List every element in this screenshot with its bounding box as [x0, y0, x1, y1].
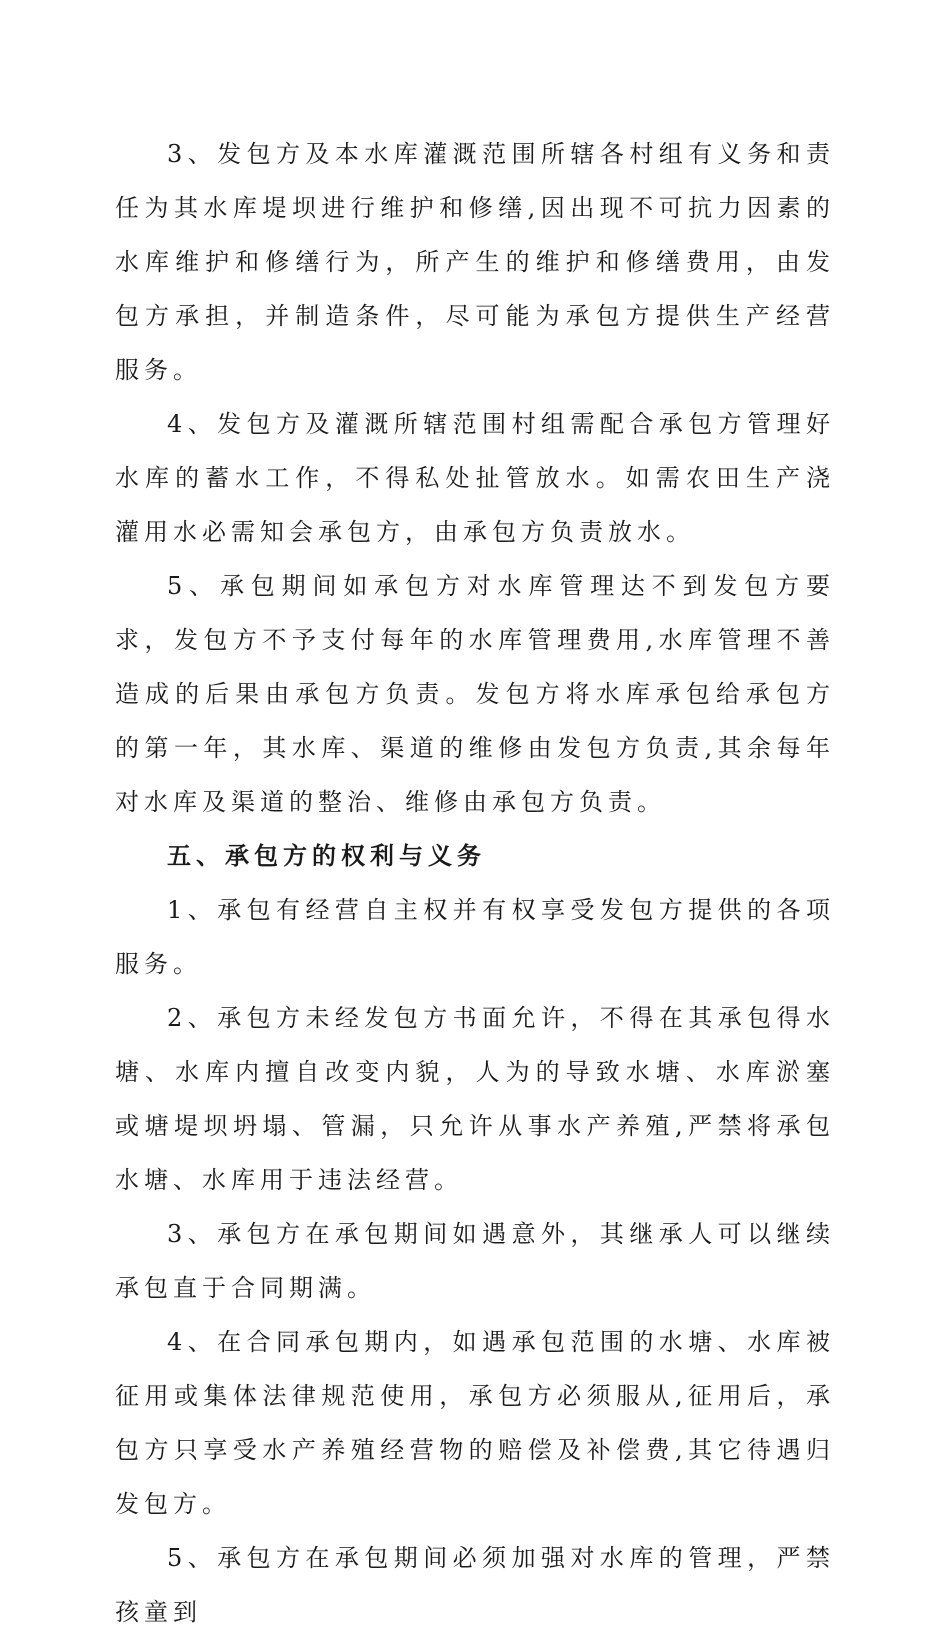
document-body — [115, 127, 835, 1639]
paragraph-clause-5: 5、承包期间如承包方对水库管理达不到发包方要求，发包方不予支付每年的水库管理费用,水库管理不善造成的后果由承包方负责。发包方将水库承包给承包方的第一年，其水库、渠道的维修由发包方负责,其余每年对水库及渠道的整治、维修由承包方负责。 — [115, 572, 835, 816]
paragraph-section5-clause-4: 4、在合同承包期内，如遇承包范围的水塘、水库被征用或集体法律规范使用，承包方必须服从,征用后，承包方只享受水产养殖经营物的赔偿及补偿费,其它待遇归发包方。 — [115, 1328, 835, 1518]
paragraph-clause-3: 3、发包方及本水库灌溉范围所辖各村组有义务和责任为其水库堤坝进行维护和修缮,因出现不可抗力因素的水库维护和修缮行为，所产生的维护和修缮费用，由发包方承担，并制造条件，尽可能为承包方提供生产经营服务。 — [115, 140, 835, 384]
paragraph-clause-4: 4、发包方及灌溉所辖范围村组需配合承包方管理好水库的蓄水工作，不得私处扯管放水。如需农田生产浇灌用水必需知会承包方，由承包方负责放水。 — [115, 410, 835, 546]
paragraph-section5-clause-1: 1、承包有经营自主权并有权享受发包方提供的各项服务。 — [115, 896, 835, 978]
section-heading: 五、承包方的权利与义务 — [167, 841, 486, 870]
paragraph-section5-clause-3: 3、承包方在承包期间如遇意外，其继承人可以继续承包直于合同期满。 — [115, 1220, 835, 1302]
paragraph-section5-clause-5: 5、承包方在承包期间必须加强对水库的管理，严禁孩童到 — [115, 1544, 835, 1626]
paragraph-section5-clause-2: 2、承包方未经发包方书面允许，不得在其承包得水塘、水库内擅自改变内貌，人为的导致水塘、水库淤塞或塘堤坝坍塌、管漏，只允许从事水产养殖,严禁将承包水塘、水库用于违法经营。 — [115, 1004, 835, 1194]
